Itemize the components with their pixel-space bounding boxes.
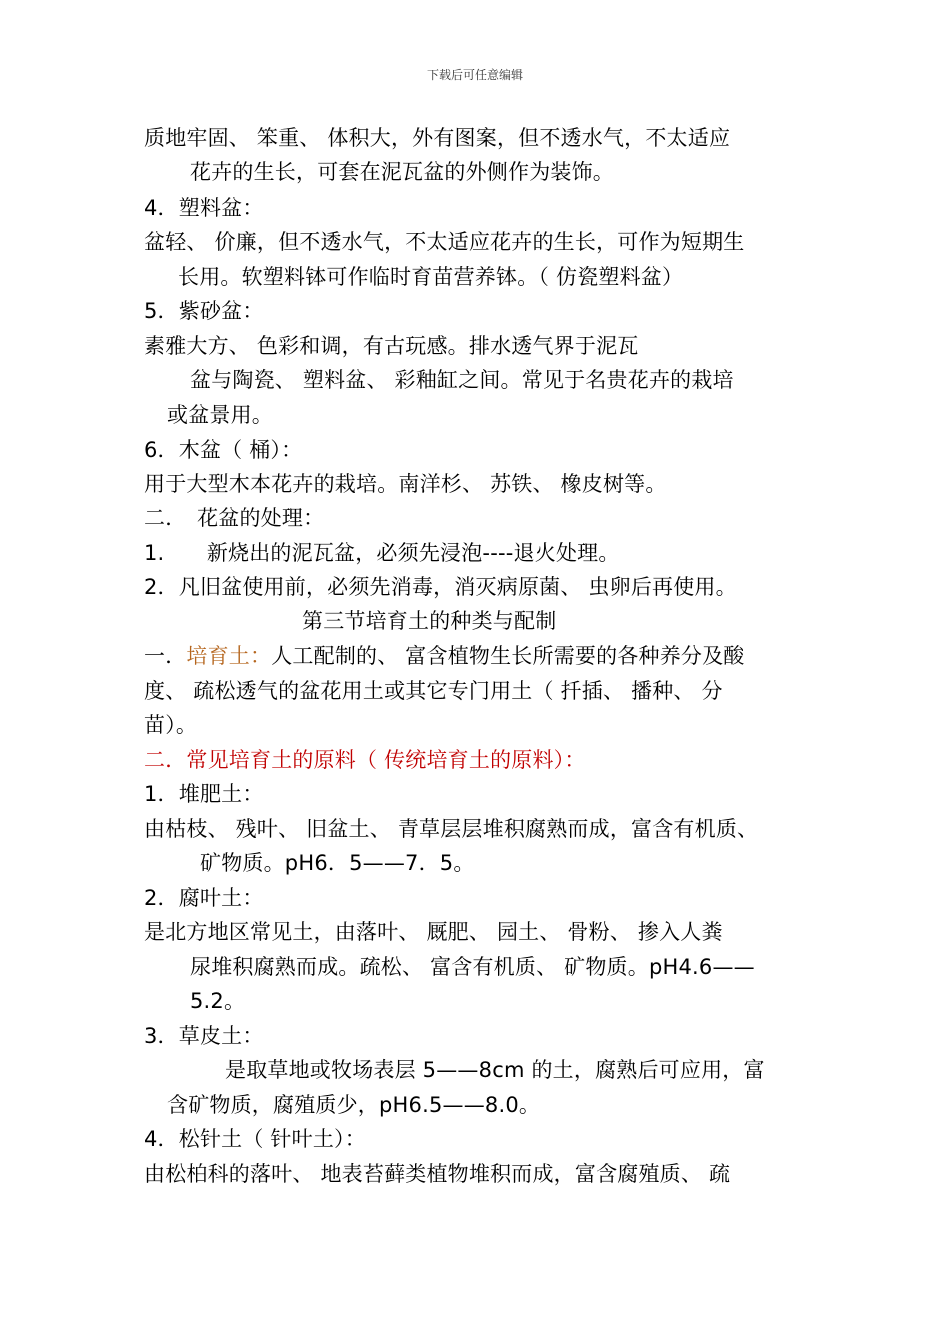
text-line: 盆与陶瓷、 塑料盆、 彩釉缸之间。常见于名贵花卉的栽培 <box>190 368 734 392</box>
text-line: 长用。软塑料钵可作临时育苗营养钵。（ 仿瓷塑料盆） <box>178 265 684 289</box>
text-line: 尿堆积腐熟而成。疏松、 富含有机质、 矿物质。pH4.6—— <box>190 955 755 979</box>
text-line: 2．凡旧盆使用前，必须先消毒，消灭病原菌、 虫卵后再使用。 <box>144 575 737 599</box>
page-header: 下载后可任意编辑 <box>426 68 523 82</box>
text-line: 5.2。 <box>190 989 246 1013</box>
definition-line <box>144 642 745 670</box>
definition-term: 培育土： <box>186 644 272 668</box>
section-heading: 5．紫砂盆： <box>144 299 264 323</box>
text-line: 苗）。 <box>144 713 198 737</box>
text-line: 花卉的生长，可套在泥瓦盆的外侧作为装饰。 <box>190 160 614 184</box>
text-line: 含矿物质，腐殖质少，pH6.5——8.0。 <box>167 1093 541 1117</box>
text-line: 矿物质。pH6．5——7．5。 <box>200 851 475 875</box>
section-heading: 1．堆肥土： <box>144 782 264 806</box>
section-heading: 6．木盆（ 桶）： <box>144 438 303 462</box>
section-heading-red: 二．常见培育土的原料（ 传统培育土的原料）： <box>144 748 586 772</box>
chapter-heading: 第三节培育土的种类与配制 <box>302 609 557 633</box>
text-line: 1. 新烧出的泥瓦盆，必须先浸泡----退火处理。 <box>144 541 620 565</box>
section-heading: 2．腐叶土： <box>144 886 264 910</box>
text-line: 质地牢固、 笨重、 体积大，外有图案，但不透水气，不太适应 <box>144 126 731 150</box>
text-line: 是北方地区常见土，由落叶、 厩肥、 园土、 骨粉、 掺入人粪 <box>144 920 723 944</box>
text-line: 素雅大方、 色彩和调，有古玩感。排水透气界于泥瓦 <box>144 334 639 358</box>
definition-number: 一． <box>144 644 187 668</box>
definition-text: 人工配制的、 富含植物生长所需要的各种养分及酸 <box>271 644 745 668</box>
section-heading: 二． 花盆的处理： <box>144 506 325 530</box>
text-line: 由枯枝、 残叶、 旧盆土、 青草层层堆积腐熟而成，富含有机质、 <box>144 817 759 841</box>
text-line: 是取草地或牧场表层 5——8cm 的土，腐熟后可应用，富 <box>225 1058 765 1082</box>
section-heading: 3．草皮土： <box>144 1024 264 1048</box>
section-heading: 4．松针土（ 针叶土）： <box>144 1127 366 1151</box>
text-line: 度、 疏松透气的盆花用土或其它专门用土（ 扦插、 播种、 分 <box>144 679 723 703</box>
text-line: 盆轻、 价廉，但不透水气，不太适应花卉的生长，可作为短期生 <box>144 230 745 254</box>
section-heading: 4．塑料盆： <box>144 196 264 220</box>
text-line: 由松柏科的落叶、 地表苔藓类植物堆积而成，富含腐殖质、 疏 <box>144 1162 731 1186</box>
text-line: 或盆景用。 <box>167 403 273 427</box>
text-line: 用于大型木本花卉的栽培。南洋杉、 苏铁、 橡皮树等。 <box>144 472 667 496</box>
